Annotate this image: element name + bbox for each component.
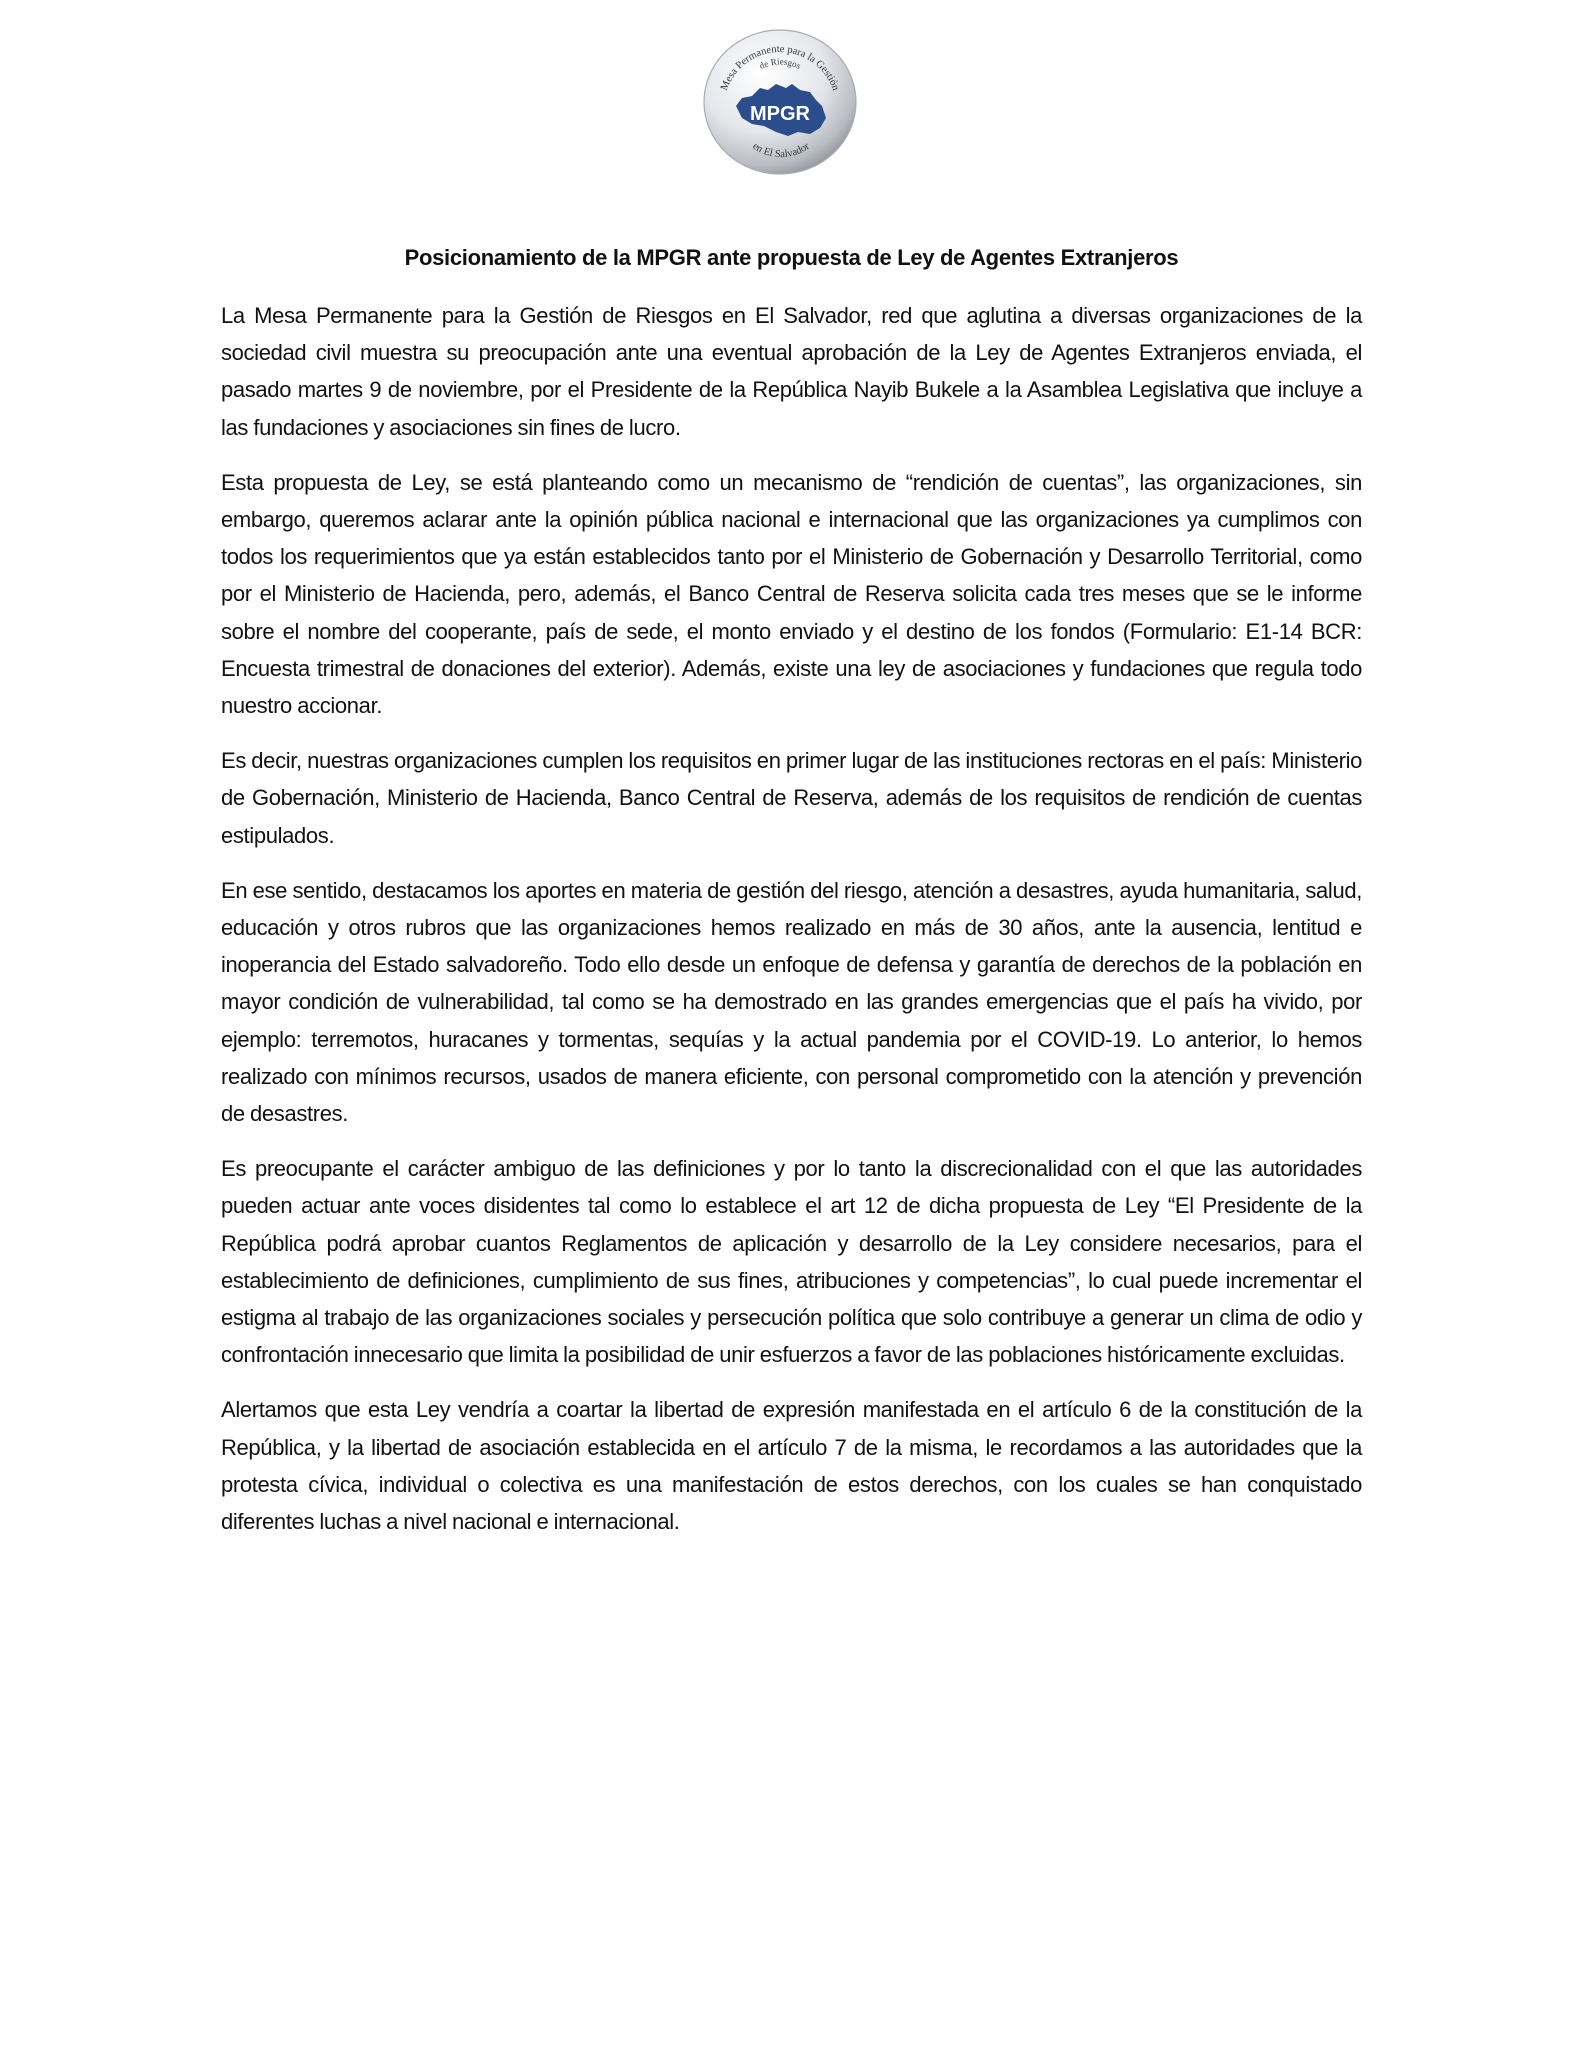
logo-acronym: MPGR (750, 103, 810, 125)
paragraph-4: En ese sentido, destacamos los aportes en materia de gestión del riesgo, atención a desastres, ayuda humanitaria, salud, educación y otros rubros que las organizaciones hemos realizado en más de 30 años, ante la ausencia, lentitud e inoperancia del Estado salvadoreño. Todo ello desde un enfoque de defensa y garantía de derechos de la población en mayor condición de vulnerabilidad, tal como se ha demostrado en las grandes emergencias que el país ha vivido, por ejemplo: terremotos, huracanes y tormentas, sequías y la actual pandemia por el COVID-19. Lo anterior, lo hemos realizado con mínimos recursos, usados de manera eficiente, con personal comprometido con la atención y prevención de desastres. (221, 877, 1362, 1127)
mpgr-logo (702, 28, 858, 176)
paragraph-2: Esta propuesta de Ley, se está planteando como un mecanismo de “rendición de cuentas”, las organizaciones, sin embargo, queremos aclarar ante la opinión pública nacional e internacional que las organizaciones ya cumplimos con todos los requerimientos que ya están establecidos tanto por el Ministerio de Gobernación y Desarrollo Territorial, como por el Ministerio de Hacienda, pero, además, el Banco Central de Reserva solicita cada tres meses que se le informe sobre el nombre del cooperante, país de sede, el monto enviado y el destino de los fondos (Formulario: E1-14 BCR: Encuesta trimestral de donaciones del exterior). Además, existe una ley de asociaciones y fundaciones que regula todo nuestro accionar. (221, 469, 1362, 719)
mpgr-seal-icon (702, 28, 858, 176)
logo-arc-bottom: en El Salvador (750, 140, 812, 161)
logo-arc-inner: de Riesgos (757, 56, 803, 71)
document-body (221, 297, 1362, 1558)
paragraph-5: Es preocupante el carácter ambiguo de las definiciones y por lo tanto la discrecionalidad con el que las autoridades pueden actuar ante voces disidentes tal como lo establece el art 12 de dicha propuesta de Ley “El Presidente de la República podrá aprobar cuantos Reglamentos de aplicación y desarrollo de la Ley considere necesarios, para el establecimiento de definiciones, cumplimiento de sus fines, atribuciones y competencias”, lo cual puede incrementar el estigma al trabajo de las organizaciones sociales y persecución política que solo contribuye a generar un clima de odio y confrontación innecesario que limita la posibilidad de unir esfuerzos a favor de las poblaciones históricamente excluidas. (221, 1156, 1362, 1368)
paragraph-6: Alertamos que esta Ley vendría a coartar la libertad de expresión manifestada en el artículo 6 de la constitución de la República, y la libertad de asociación establecida en el artículo 7 de la misma, le recordamos a las autoridades que la protesta cívica, individual o colectiva es una manifestación de estos derechos, con los cuales se han conquistado diferentes luchas a nivel nacional e internacional. (221, 1397, 1362, 1535)
logo-arc-top: Mesa Permanente para la Gestión (719, 43, 841, 93)
paragraph-1: La Mesa Permanente para la Gestión de Riesgos en El Salvador, red que aglutina a diversas organizaciones de la sociedad civil muestra su preocupación ante una eventual aprobación de la Ley de Agentes Extranjeros enviada, el pasado martes 9 de noviembre, por el Presidente de la República Nayib Bukele a la Asamblea Legislativa que incluye a las fundaciones y asociaciones sin fines de lucro. (221, 303, 1362, 440)
paragraph-3: Es decir, nuestras organizaciones cumplen los requisitos en primer lugar de las instituciones rectoras en el país: Ministerio de Gobernación, Ministerio de Hacienda, Banco Central de Reserva, además de los requisitos de rendición de cuentas estipulados. (221, 748, 1362, 848)
document-title: Posicionamiento de la MPGR ante propuesta de Ley de Agentes Extranjeros (404, 245, 1179, 270)
